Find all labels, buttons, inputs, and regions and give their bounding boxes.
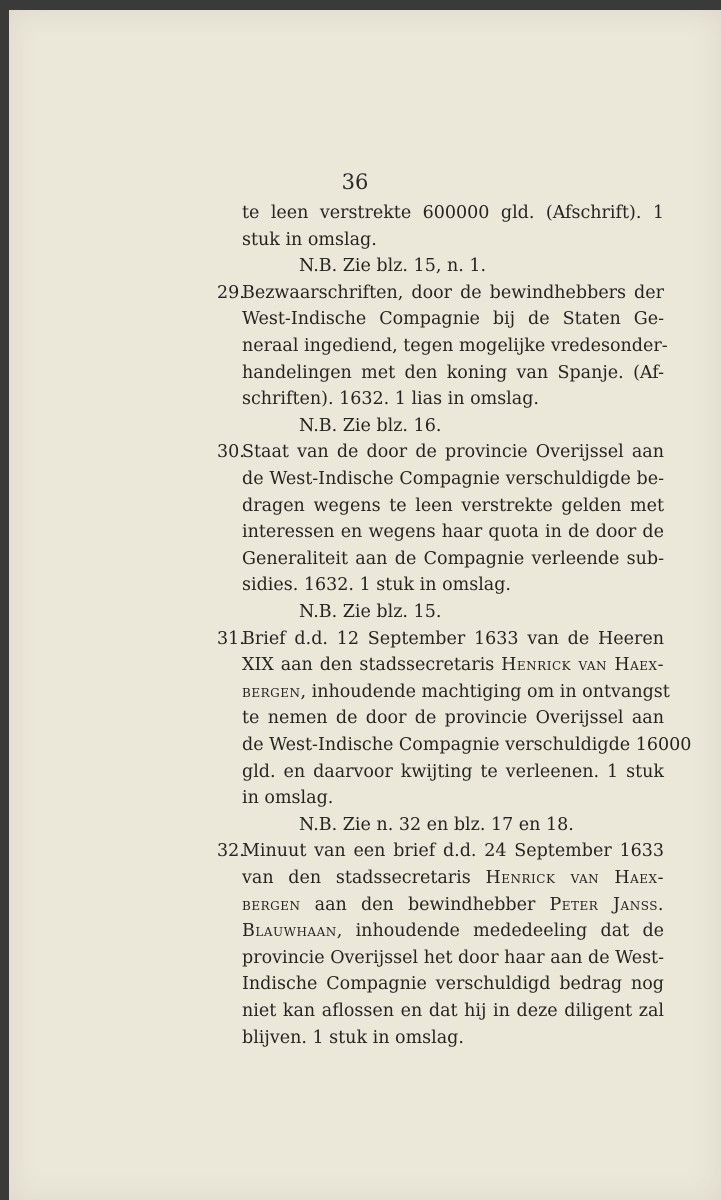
person-name: bergen [242, 894, 301, 915]
text-line: te leen verstrekte 600000 gld. (Afschrift). 1 [242, 203, 664, 223]
text-span: , inhoudende machtiging om in ontvangst [300, 681, 670, 702]
text-line [242, 679, 670, 705]
text-span: aan den bewindhebber [300, 894, 550, 915]
person-name: Blauwhaan [242, 921, 337, 942]
document-page [9, 10, 721, 1200]
nb-reference: N.B. Zie blz. 15, n. 1. [299, 256, 487, 277]
text-line: te nemen de door de provincie Overijssel aan [242, 708, 664, 729]
text-line [242, 652, 664, 678]
page-number: 36 [341, 170, 369, 194]
text-line: neraal ingediend, tegen mogelijke vredesonder- [242, 336, 668, 356]
text-span: XIX aan den stadssecretaris [242, 655, 502, 676]
person-name: bergen [242, 681, 301, 702]
text-line: dragen wegens te leen verstrekte gelden met [242, 495, 664, 516]
entry-number: 29. [217, 282, 245, 303]
text-line: niet kan aflossen en dat hij in deze diligent zal [242, 1001, 664, 1021]
nb-reference: N.B. Zie blz. 16. [299, 415, 442, 436]
text-line: de West-Indische Compagnie verschuldigde 16000 [242, 735, 692, 755]
text-line: interessen en wegens haar quota in de door de [242, 522, 664, 543]
text-line: sidies. 1632. 1 stuk in omslag. [242, 575, 511, 596]
person-name: Peter Janss. [549, 894, 664, 915]
text-line: Brief d.d. 12 September 1633 van de Heeren [242, 628, 664, 649]
text-line: schriften). 1632. 1 lias in omslag. [242, 389, 539, 410]
entry-number: 30. [217, 442, 245, 463]
text-line [242, 892, 664, 918]
text-line [242, 865, 664, 891]
text-line: Indische Compagnie verschuldigd bedrag nog [242, 974, 664, 995]
nb-reference: N.B. Zie blz. 15. [299, 602, 442, 622]
text-line: in omslag. [242, 788, 334, 809]
text-line: Minuut van een brief d.d. 24 September 1633 [242, 841, 664, 862]
text-line: handelingen met den koning van Spanje. (Af- [242, 362, 664, 383]
text-span: van den stadssecretaris [242, 868, 486, 888]
entry-number: 31. [217, 628, 245, 649]
text-line: West-Indische Compagnie bij de Staten Ge- [242, 309, 664, 330]
text-line: Generaliteit aan de Compagnie verleende sub- [242, 548, 664, 569]
person-name: Henrick van Haex- [501, 655, 664, 676]
person-name: Henrick van Haex- [485, 868, 664, 888]
text-line: provincie Overijssel het door haar aan de West- [242, 947, 664, 968]
text-line: blijven. 1 stuk in omslag. [242, 1027, 464, 1048]
nb-reference: N.B. Zie n. 32 en blz. 17 en 18. [299, 814, 574, 835]
text-line: de West-Indische Compagnie verschuldigde be- [242, 469, 664, 489]
text-span: , inhoudende mededeeling dat de [336, 921, 664, 942]
text-line: gld. en daarvoor kwijting te verleenen. 1 stuk [242, 761, 664, 782]
entry-number: 32. [217, 841, 245, 862]
text-line [242, 918, 664, 944]
text-line: stuk in omslag. [242, 229, 377, 250]
text-line: Staat van de door de provincie Overijssel aan [242, 442, 664, 463]
text-line: Bezwaarschriften, door de bewindhebbers der [242, 282, 664, 303]
